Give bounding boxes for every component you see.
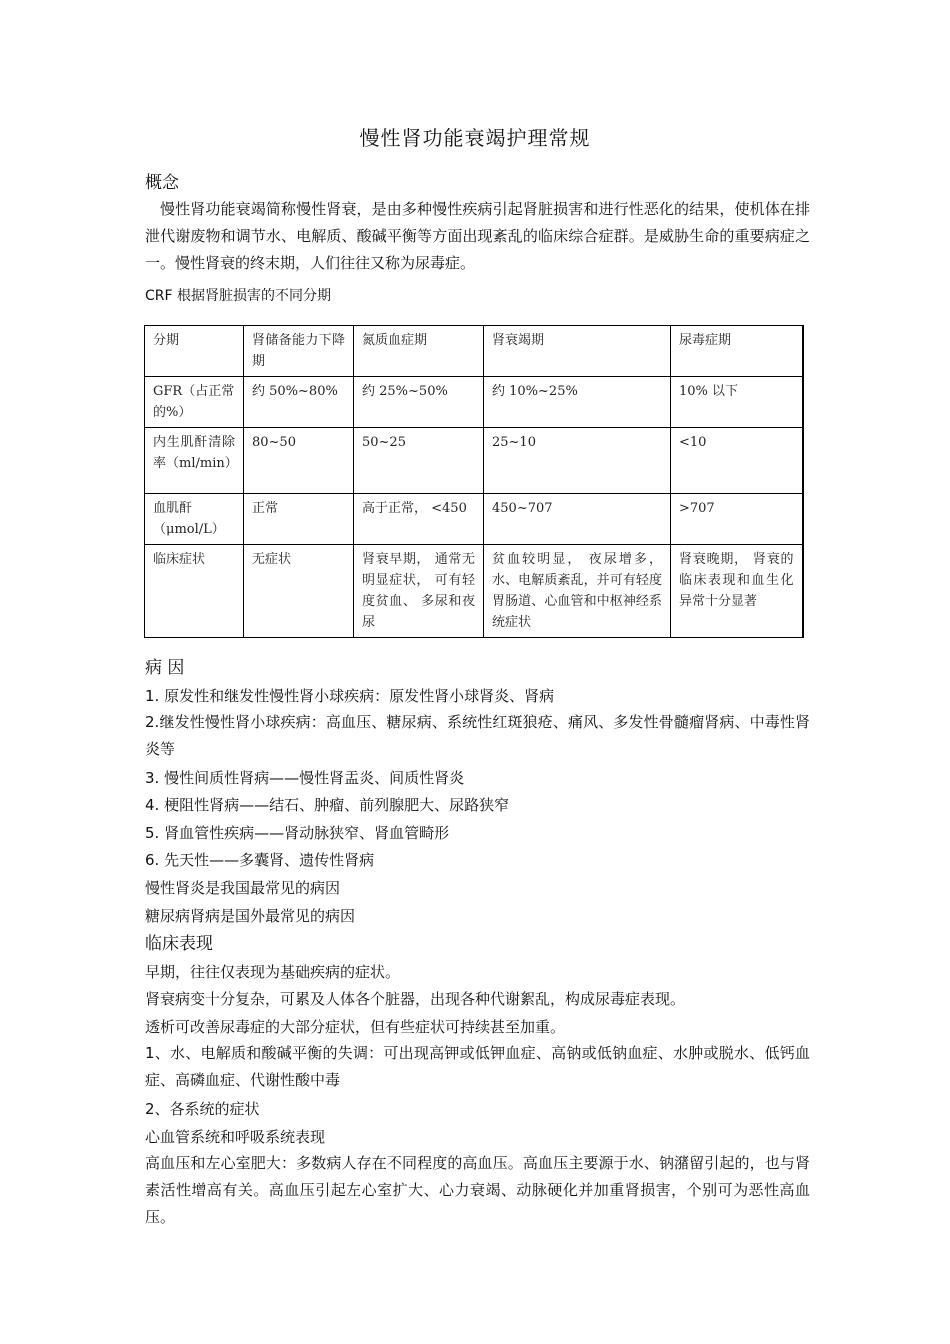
etiology-item: 6. 先天性——多囊肾、遗传性肾病: [145, 851, 375, 869]
etiology-item: 2.继发性慢性肾小球疾病：高血压、糖尿病、系统性红斑狼疮、痛风、多发性骨髓瘤肾病、中毒性肾炎等: [145, 713, 810, 758]
crf-stage-table: [144, 325, 804, 638]
table-cell: 高于正常， <450: [354, 494, 484, 545]
clinical-line: 肾衰病变十分复杂，可累及人体各个脏器，出现各种代谢絮乱，构成尿毒症表现。: [145, 990, 686, 1008]
table-cell: 肾衰晚期， 肾衰的临床表现和血生化异常十分显著: [671, 545, 803, 638]
table-cell: 25~10: [484, 428, 671, 494]
etiology-note: 慢性肾炎是我国最常见的病因: [145, 879, 341, 897]
table-cell: 内生肌酐清除率（ml/min）: [145, 428, 244, 494]
table-row: [145, 494, 803, 545]
table-row: [145, 545, 803, 638]
table-cell: 80~50: [244, 428, 354, 494]
table-cell: 贫血较明显， 夜尿增多，水、电解质紊乱，并可有轻度胃肠道、心血管和中枢神经系统症状: [484, 545, 671, 638]
table-cell: 临床症状: [145, 545, 244, 638]
concept-heading: 概念: [145, 173, 179, 193]
table-cell: 血肌酐（μmol/L）: [145, 494, 244, 545]
etiology-heading: 病 因: [145, 658, 185, 678]
header-cell: 肾衰竭期: [484, 326, 671, 377]
table-cell: 450~707: [484, 494, 671, 545]
clinical-line: 透析可改善尿毒症的大部分症状，但有些症状可持续甚至加重。: [145, 1018, 566, 1036]
table-cell: 肾衰早期， 通常无明显症状， 可有轻度贫血、 多尿和夜尿: [354, 545, 484, 638]
header-cell: 分期: [145, 326, 244, 377]
concept-paragraph: 慢性肾功能衰竭简称慢性肾衰，是由多种慢性疾病引起肾脏损害和进行性恶化的结果，使机体在排泄代谢废物和调节水、电解质、酸碱平衡等方面出现紊乱的临床综合症群。是威胁生命的重要病症之一。慢性肾衰的终末期，人们往往又称为尿毒症。: [145, 200, 810, 272]
clinical-paragraph: 高血压和左心室肥大：多数病人存在不同程度的高血压。高血压主要源于水、钠潴留引起的，也与肾素活性增高有关。高血压引起左心室扩大、心力衰竭、动脉硬化并加重肾损害，个别可为恶性高血压。: [145, 1154, 810, 1226]
etiology-item: 1. 原发性和继发性慢性肾小球疾病：原发性肾小球肾炎、肾病: [145, 687, 555, 705]
clinical-subheading: 心血管系统和呼吸系统表现: [145, 1128, 326, 1146]
header-cell: 氮质血症期: [354, 326, 484, 377]
table-row: [145, 377, 803, 428]
table-cell: 约 10%~25%: [484, 377, 671, 428]
table-cell: 正常: [244, 494, 354, 545]
table-cell: 10% 以下: [671, 377, 803, 428]
table-cell: GFR（占正常的%）: [145, 377, 244, 428]
clinical-heading: 临床表现: [145, 934, 213, 954]
etiology-item: 5. 肾血管性疾病——肾动脉狭窄、肾血管畸形: [145, 824, 450, 842]
table-header-row: [145, 326, 803, 377]
document-title: 慢性肾功能衰竭护理常规: [359, 126, 591, 150]
table-row: [145, 428, 803, 494]
clinical-item-1: 1、水、电解质和酸碱平衡的失调：可出现高钾或低钾血症、高钠或低钠血症、水肿或脱水、低钙血症、高磷血症、代谢性酸中毒: [145, 1044, 810, 1089]
table-caption: CRF 根据肾脏损害的不同分期: [145, 288, 332, 304]
header-cell: 肾储备能力下降期: [244, 326, 354, 377]
clinical-item-2: 2、各系统的症状: [145, 1100, 260, 1118]
etiology-item: 3. 慢性间质性肾病——慢性肾盂炎、间质性肾炎: [145, 769, 465, 787]
clinical-line: 早期，往往仅表现为基础疾病的症状。: [145, 963, 401, 981]
etiology-item: 4. 梗阻性肾病——结石、肿瘤、前列腺肥大、尿路狭窄: [145, 796, 510, 814]
etiology-note: 糖尿病肾病是国外最常见的病因: [145, 907, 356, 925]
table-cell: >707: [671, 494, 803, 545]
table-cell: 约 50%~80%: [244, 377, 354, 428]
table-cell: <10: [671, 428, 803, 494]
table-cell: 50~25: [354, 428, 484, 494]
header-cell: 尿毒症期: [671, 326, 803, 377]
table-cell: 约 25%~50%: [354, 377, 484, 428]
table-cell: 无症状: [244, 545, 354, 638]
